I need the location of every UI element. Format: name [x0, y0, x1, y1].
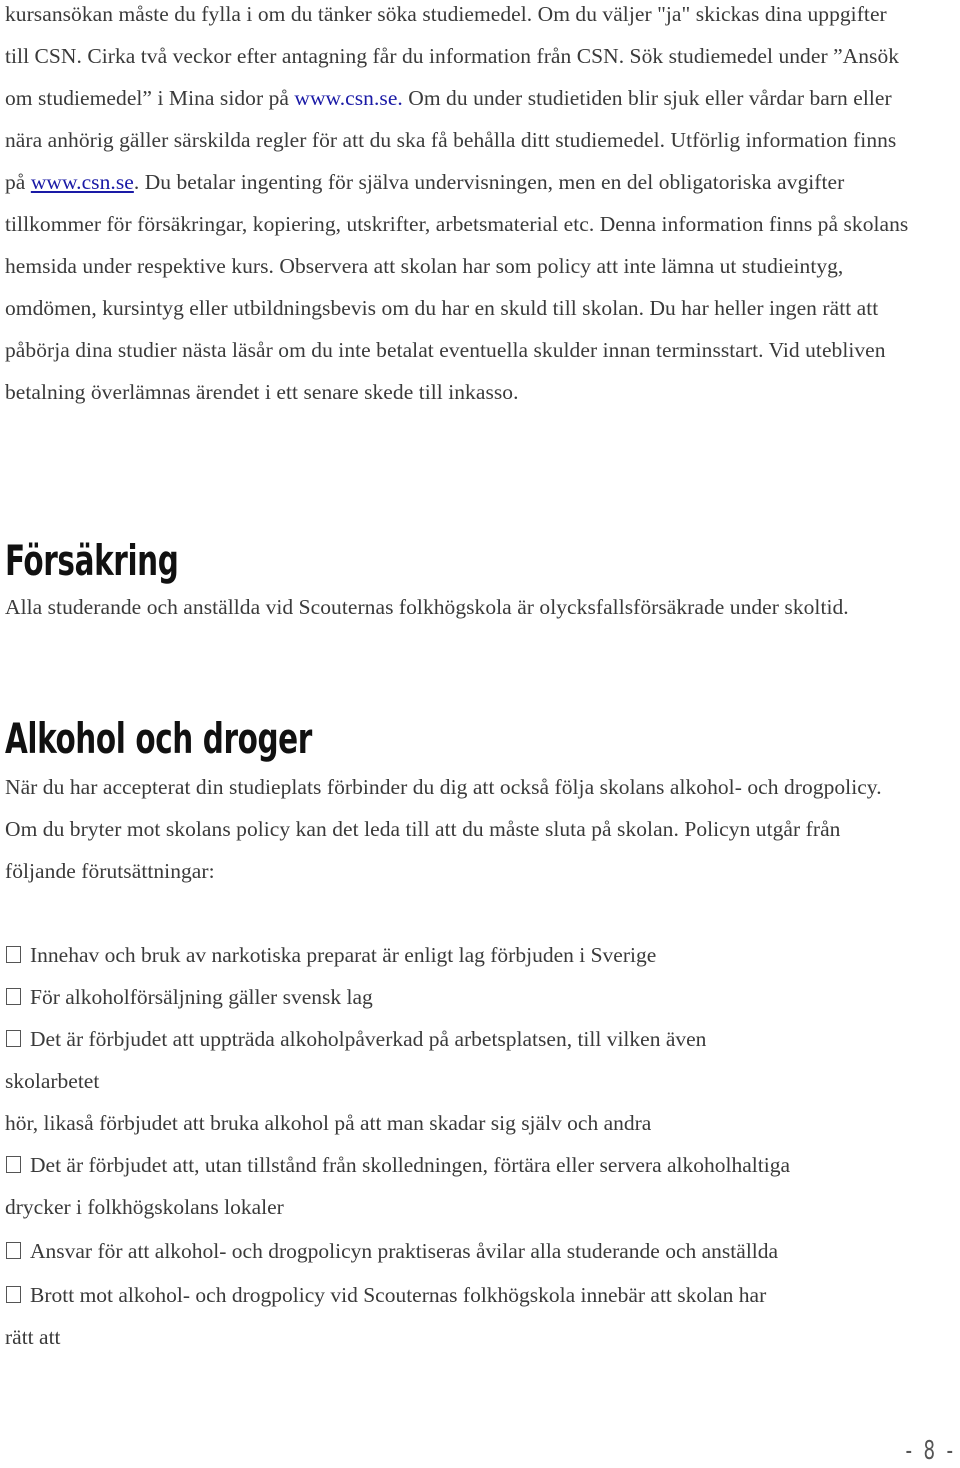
intro-text-2: Om du under studietiden blir sjuk eller vårdar barn eller nära anhörig gäller särskilda regler för att du ska få behålla ditt studiemedel. Utförlig information finns på [5, 86, 897, 194]
list-item-continuation [5, 1102, 955, 1144]
intro-paragraph [5, 0, 910, 413]
checkbox-bullet-icon [6, 1156, 21, 1173]
policy-list [5, 934, 955, 1358]
list-item-text: Det är förbjudet att uppträda alkoholpåverkad på arbetsplatsen, till vilken även [30, 1027, 707, 1051]
list-item-continuation [5, 1186, 955, 1228]
list-item [5, 1274, 955, 1316]
intro-text-3: . Du betalar ingenting för själva undervisningen, men en del obligatoriska avgifter tillkommer för försäkringar, kopiering, utskrifter, arbetsmaterial etc. Denna information finns på skolans hemsida under respektive kurs. Observera att skolan har som policy att inte lämna ut studieintyg, omdömen, kursintyg eller utbildningsbevis om du har en skuld till skolan. Du har heller ingen rätt att påbörja dina studier nästa läsår om du inte betalat eventuella skulder innan terminsstart. Vid utebliven betalning överlämnas ärendet i ett senare skede till inkasso. [5, 170, 909, 404]
list-item-text: Brott mot alkohol- och drogpolicy vid Scouternas folkhögskola innebär att skolan har [30, 1283, 767, 1307]
list-item-text: hör, likaså förbjudet att bruka alkohol på att man skadar sig själv och andra [5, 1111, 652, 1135]
page-number: - 8 - [905, 1436, 956, 1466]
list-item [5, 1230, 955, 1272]
document-page [5, 0, 955, 1349]
list-item-continuation [5, 1316, 955, 1358]
list-item-text: rätt att [5, 1325, 61, 1349]
csn-link-2[interactable]: www.csn.se [30, 170, 134, 194]
checkbox-bullet-icon [6, 1030, 21, 1047]
csn-link-1[interactable]: www.csn.se. [294, 86, 403, 110]
list-item-text: För alkoholförsäljning gäller svensk lag [30, 985, 373, 1009]
list-item-continuation [5, 1060, 955, 1102]
checkbox-bullet-icon [6, 1242, 21, 1259]
list-item-text: drycker i folkhögskolans lokaler [5, 1195, 284, 1219]
checkbox-bullet-icon [6, 1286, 21, 1303]
list-item-text: Ansvar för att alkohol- och drogpolicyn praktiseras åvilar alla studerande och anställda [30, 1239, 779, 1263]
list-item-text: Innehav och bruk av narkotiska preparat är enligt lag förbjuden i Sverige [30, 943, 657, 967]
alkohol-paragraph: När du har accepterat din studieplats förbinder du dig att också följa skolans alkohol- och drogpolicy. Om du bryter mot skolans policy kan det leda till att du måste sluta på skolan. Policyn utgår från följande förutsättningar: [5, 775, 882, 883]
list-item [5, 1144, 955, 1186]
alkohol-heading: Alkohol och droger [5, 714, 312, 763]
list-item [5, 1018, 955, 1060]
list-item-text: Det är förbjudet att, utan tillstånd från skolledningen, förtära eller servera alkoholhaltiga [30, 1153, 790, 1177]
checkbox-bullet-icon [6, 988, 21, 1005]
forsakring-heading: Försäkring [5, 536, 179, 585]
forsakring-paragraph: Alla studerande och anställda vid Scouternas folkhögskola är olycksfallsförsäkrade under skoltid. [5, 595, 849, 619]
list-item [5, 976, 955, 1018]
list-item [5, 934, 955, 976]
checkbox-bullet-icon [6, 946, 21, 963]
intro-text-1: kursansökan måste du fylla i om du tänker söka studiemedel. Om du väljer "ja" skickas dina uppgifter till CSN. Cirka två veckor efter antagning får du information från CSN. Sök studiemedel under ”Ansök om studiemedel” i Mina sidor på [5, 2, 900, 110]
list-item-text: skolarbetet [5, 1069, 100, 1093]
